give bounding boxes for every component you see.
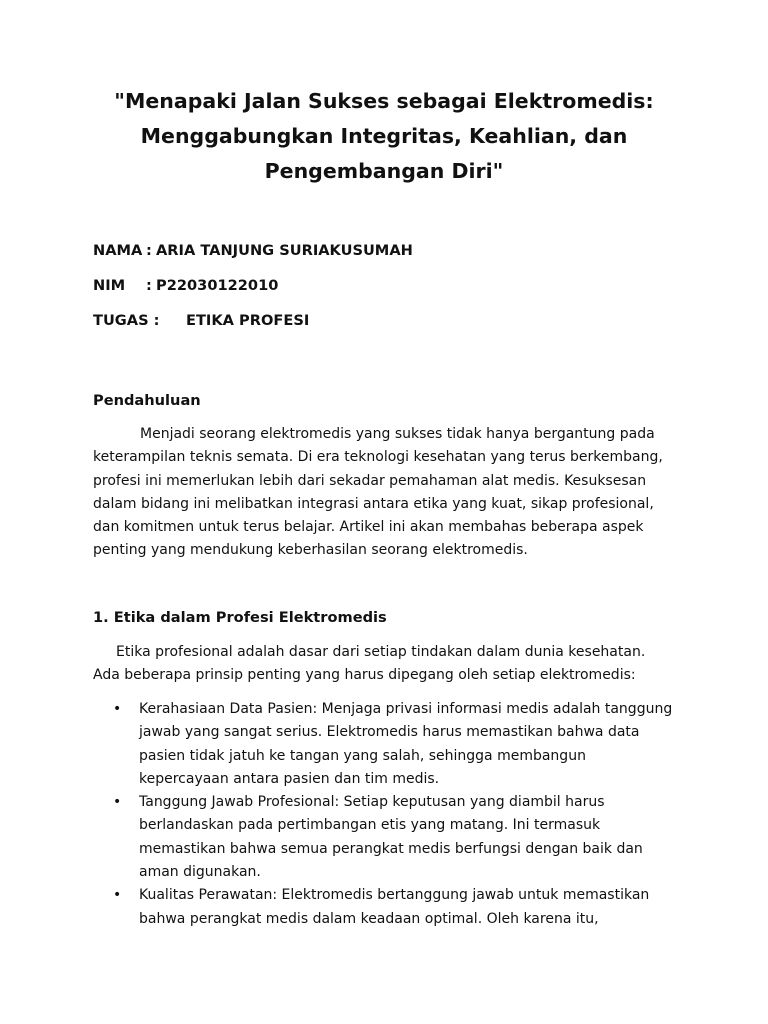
intro-heading: Pendahuluan <box>93 392 201 409</box>
list-item <box>93 791 675 884</box>
list-item <box>93 884 675 931</box>
title-line: Menggabungkan Integritas, Keahlian, dan <box>140 124 628 148</box>
bullet-icon: • <box>113 794 122 811</box>
title-line: Pengembangan Diri" <box>264 159 504 183</box>
intro-paragraph <box>93 423 675 563</box>
section1-text: Etika profesional adalah dasar dari setiap tindakan dalam dunia kesehatan. Ada beberapa prinsip penting yang harus dipegang oleh setiap elektromedis: <box>93 644 646 684</box>
list-item-text: Kerahasiaan Data Pasien: Menjaga privasi informasi medis adalah tanggung jawab yang sangat serius. Elektromedis harus memastikan bahwa data pasien tidak jatuh ke tangan yang salah, sehingga membangun kepercayaan antara pasien dan tim medis. <box>139 701 673 787</box>
list-item-text: Kualitas Perawatan: Elektromedis bertanggung jawab untuk memastikan bahwa perangkat medis dalam keadaan optimal. Oleh karena itu, <box>139 887 650 927</box>
bullet-icon: • <box>113 887 122 904</box>
intro-text: Menjadi seorang elektromedis yang sukses tidak hanya bergantung pada keterampilan teknis semata. Di era teknologi kesehatan yang terus berkembang, profesi ini memerlukan lebih dari sekadar pemahaman alat medis. Kesuksesan dalam bidang ini melibatkan integrasi antara etika yang kuat, sikap profesional, dan komitmen untuk terus belajar. Artikel ini akan membahas beberapa aspek penting yang mendukung keberhasilan seorang elektromedis. <box>93 426 663 559</box>
title-line: "Menapaki Jalan Sukses sebagai Elektromedis: <box>114 89 654 113</box>
nama-label: NAMA <box>93 242 143 259</box>
nim-label: NIM <box>93 277 126 294</box>
nim-value: P22030122010 <box>156 277 279 294</box>
nama-value: ARIA TANJUNG SURIAKUSUMAH <box>156 242 413 259</box>
tugas-value: ETIKA PROFESI <box>186 312 310 329</box>
document-title <box>93 84 675 189</box>
list-item-text: Tanggung Jawab Profesional: Setiap keputusan yang diambil harus berlandaskan pada pertimbangan etis yang matang. Ini termasuk memastikan bahwa semua perangkat medis berfungsi dengan baik dan aman digunakan. <box>139 794 643 881</box>
nim-separator: : <box>146 277 152 294</box>
section1-paragraph <box>93 641 675 688</box>
list-item <box>93 698 675 791</box>
nama-separator: : <box>146 242 152 259</box>
bullet-icon: • <box>113 701 122 717</box>
section1-heading: 1. Etika dalam Profesi Elektromedis <box>93 609 387 626</box>
principles-list <box>93 698 675 931</box>
tugas-label: TUGAS : <box>93 312 160 329</box>
